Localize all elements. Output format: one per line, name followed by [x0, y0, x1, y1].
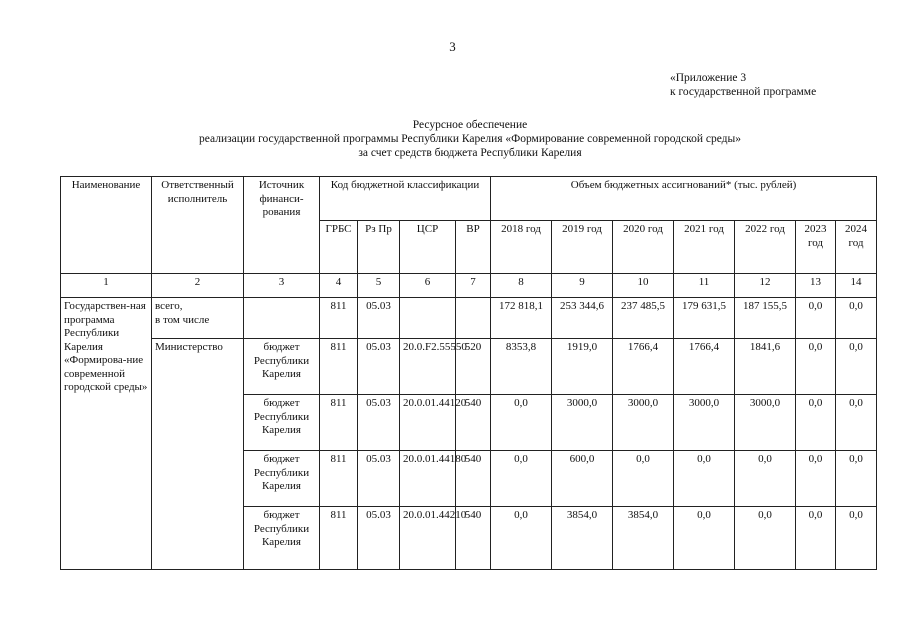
column-number: 14	[836, 274, 877, 298]
title-line-2: реализации государственной программы Республики Карелия «Формирование современной городской среды»	[199, 133, 741, 145]
rzpr-cell: 05.03	[358, 298, 400, 339]
header-code-group: Код бюджетной классификации	[320, 177, 491, 221]
value-cell: 3000,0	[613, 395, 674, 451]
value-cell: 0,0	[836, 339, 877, 395]
rzpr-cell: 05.03	[358, 395, 400, 451]
column-number: 3	[244, 274, 320, 298]
header-row-1	[61, 177, 877, 221]
column-number: 1	[61, 274, 152, 298]
rzpr-cell: 05.03	[358, 339, 400, 395]
column-number-row	[61, 274, 877, 298]
value-cell: 3854,0	[613, 507, 674, 570]
document-title	[60, 118, 880, 160]
source-cell	[244, 298, 320, 339]
column-number: 5	[358, 274, 400, 298]
source-cell: бюджет Республики Карелия	[244, 339, 320, 395]
value-cell: 253 344,6	[552, 298, 613, 339]
column-number: 2	[152, 274, 244, 298]
value-cell: 3000,0	[735, 395, 796, 451]
value-cell: 1766,4	[674, 339, 735, 395]
header-csr: ЦСР	[400, 221, 456, 274]
executor-total-sublabel: в том числе	[155, 313, 210, 326]
value-cell: 600,0	[552, 451, 613, 507]
vr-cell	[456, 298, 491, 339]
header-year: 2019 год	[552, 221, 613, 274]
value-cell: 0,0	[836, 507, 877, 570]
title-line-1: Ресурсное обеспечение	[412, 119, 528, 131]
grbs-cell: 811	[320, 298, 358, 339]
header-grbs: ГРБС	[320, 221, 358, 274]
value-cell: 0,0	[836, 395, 877, 451]
value-cell: 0,0	[836, 298, 877, 339]
header-volume-group: Объем бюджетных ассигнований* (тыс. рублей)	[491, 177, 877, 221]
executor-total-cell	[152, 298, 244, 339]
table-row	[61, 339, 877, 395]
header-name: Наименование	[61, 177, 152, 274]
appendix-line-1: «Приложение 3	[670, 72, 747, 84]
value-cell: 1841,6	[735, 339, 796, 395]
vr-cell: 540	[456, 395, 491, 451]
column-number: 7	[456, 274, 491, 298]
header-executor: Ответственный исполнитель	[152, 177, 244, 274]
value-cell: 187 155,5	[735, 298, 796, 339]
value-cell: 0,0	[674, 451, 735, 507]
value-cell: 3000,0	[674, 395, 735, 451]
value-cell: 8353,8	[491, 339, 552, 395]
value-cell: 0,0	[674, 507, 735, 570]
vr-cell: 540	[456, 451, 491, 507]
column-number: 6	[400, 274, 456, 298]
value-cell: 0,0	[796, 395, 836, 451]
value-cell: 0,0	[796, 339, 836, 395]
value-cell: 0,0	[796, 298, 836, 339]
header-year: 2021 год	[674, 221, 735, 274]
executor-total-label: всего,	[155, 300, 183, 312]
ministry-cell: Министерство	[152, 339, 244, 570]
grbs-cell: 811	[320, 507, 358, 570]
budget-table	[60, 176, 877, 570]
appendix-line-2: к государственной программе	[670, 86, 817, 98]
rzpr-cell: 05.03	[358, 451, 400, 507]
header-year: 2022 год	[735, 221, 796, 274]
column-number: 12	[735, 274, 796, 298]
column-number: 4	[320, 274, 358, 298]
column-number: 8	[491, 274, 552, 298]
value-cell: 1766,4	[613, 339, 674, 395]
appendix-note	[670, 71, 816, 99]
column-number: 9	[552, 274, 613, 298]
csr-cell: 20.0.F2.55550	[400, 339, 456, 395]
grbs-cell: 811	[320, 339, 358, 395]
value-cell: 0,0	[491, 507, 552, 570]
source-cell: бюджет Республики Карелия	[244, 451, 320, 507]
csr-cell: 20.0.01.44120	[400, 395, 456, 451]
source-cell: бюджет Республики Карелия	[244, 395, 320, 451]
value-cell: 237 485,5	[613, 298, 674, 339]
value-cell: 3000,0	[552, 395, 613, 451]
value-cell: 0,0	[613, 451, 674, 507]
value-cell: 172 818,1	[491, 298, 552, 339]
header-year: 2024 год	[836, 221, 877, 274]
rzpr-cell: 05.03	[358, 507, 400, 570]
grbs-cell: 811	[320, 395, 358, 451]
header-source: Источник финанси-рования	[244, 177, 320, 274]
program-name-cell: Государствен-ная программа Республики Карелия «Формирова-ние современной городской среды»	[61, 298, 152, 570]
vr-cell: 540	[456, 507, 491, 570]
value-cell: 179 631,5	[674, 298, 735, 339]
value-cell: 3854,0	[552, 507, 613, 570]
value-cell: 0,0	[796, 507, 836, 570]
page-number: 3	[449, 39, 456, 54]
table-row-total	[61, 298, 877, 339]
title-line-3: за счет средств бюджета Республики Карелия	[358, 147, 582, 159]
header-vr: ВР	[456, 221, 491, 274]
value-cell: 0,0	[491, 395, 552, 451]
header-year: 2018 год	[491, 221, 552, 274]
value-cell: 0,0	[491, 451, 552, 507]
header-rzpr: Рз Пр	[358, 221, 400, 274]
value-cell: 0,0	[836, 451, 877, 507]
csr-cell: 20.0.01.44210	[400, 507, 456, 570]
value-cell: 0,0	[796, 451, 836, 507]
grbs-cell: 811	[320, 451, 358, 507]
source-cell: бюджет Республики Карелия	[244, 507, 320, 570]
header-year: 2023 год	[796, 221, 836, 274]
column-number: 10	[613, 274, 674, 298]
column-number: 13	[796, 274, 836, 298]
value-cell: 1919,0	[552, 339, 613, 395]
value-cell: 0,0	[735, 507, 796, 570]
header-year: 2020 год	[613, 221, 674, 274]
column-number: 11	[674, 274, 735, 298]
csr-cell	[400, 298, 456, 339]
csr-cell: 20.0.01.44180	[400, 451, 456, 507]
value-cell: 0,0	[735, 451, 796, 507]
vr-cell: 520	[456, 339, 491, 395]
